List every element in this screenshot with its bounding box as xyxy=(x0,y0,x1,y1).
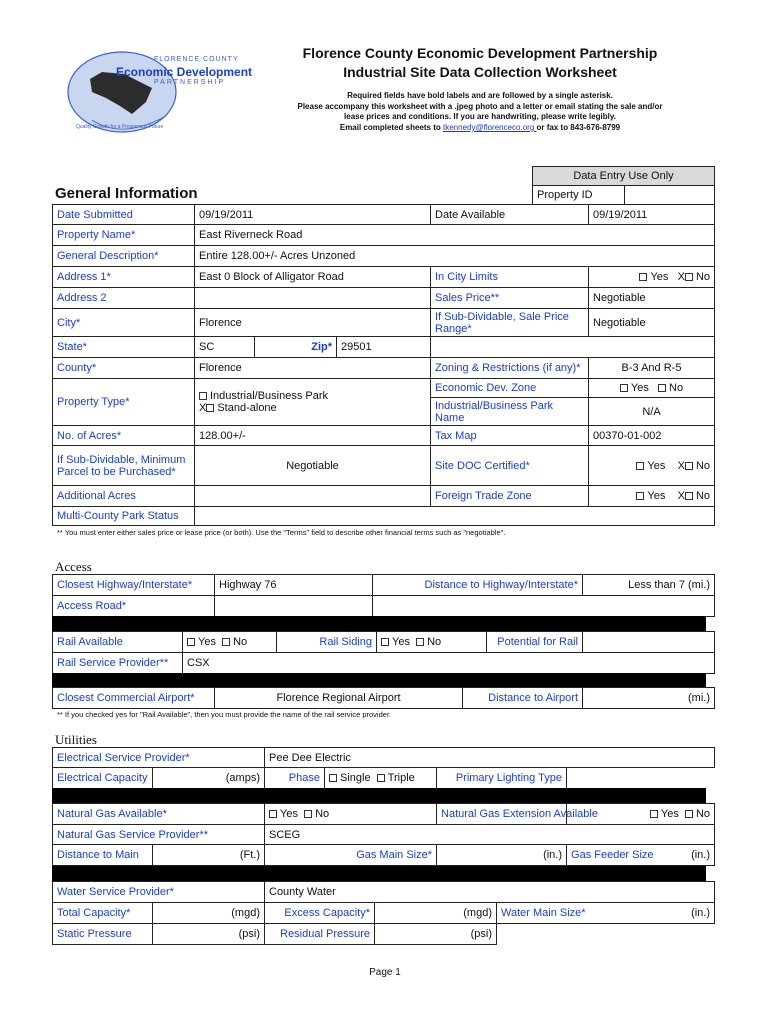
property-name-label: Property Name* xyxy=(53,225,195,246)
park-name-label: Industrial/Business Park Name xyxy=(431,398,589,426)
access-road-label: Access Road* xyxy=(53,596,215,617)
checkbox-icon[interactable] xyxy=(650,810,658,818)
sales-price-label: Sales Price** xyxy=(431,288,589,309)
highway-label: Closest Highway/Interstate* xyxy=(53,575,215,596)
elec-capacity-label: Electrical Capacity xyxy=(53,768,153,789)
checkbox-icon[interactable] xyxy=(416,638,424,646)
gas-provider-label: Natural Gas Service Provider** xyxy=(53,825,265,845)
water-main-label: Water Main Size* xyxy=(501,907,586,919)
utilities-gas-table xyxy=(52,803,715,866)
checkbox-icon[interactable] xyxy=(639,273,647,281)
highway-field[interactable]: Highway 76 xyxy=(215,575,373,596)
checkbox-icon[interactable] xyxy=(206,404,214,412)
site-doc-label: Site DOC Certified* xyxy=(431,446,589,486)
checkbox-icon[interactable] xyxy=(329,774,337,782)
econ-zone-label: Economic Dev. Zone xyxy=(431,379,589,398)
header-title-1: Florence County Economic Development Partnership xyxy=(302,45,658,61)
utilities-water-table xyxy=(52,881,715,945)
additional-acres-field[interactable] xyxy=(195,486,431,507)
phase-label: Phase xyxy=(265,768,325,789)
access-table-3 xyxy=(52,687,715,709)
distance-highway-label: Distance to Highway/Interstate* xyxy=(373,575,583,596)
header-title-2: Industrial Site Data Collection Worksheet xyxy=(343,64,617,80)
total-capacity-field[interactable]: (mgd) xyxy=(153,903,265,924)
header-note-3: lease prices and conditions. If you are handwriting, please write legibly. xyxy=(344,112,616,121)
min-parcel-label: If Sub-Dividable, Minimum Parcel to be Purchased* xyxy=(53,446,195,486)
potential-rail-label: Potential for Rail xyxy=(487,632,583,653)
date-available-field[interactable]: 09/19/2011 xyxy=(589,205,715,225)
residual-pressure-field[interactable]: (psi) xyxy=(375,924,497,945)
potential-rail-field[interactable] xyxy=(583,632,715,653)
gas-available-options[interactable]: Yes No xyxy=(265,804,437,825)
additional-acres-label: Additional Acres xyxy=(53,486,195,507)
water-row-filler xyxy=(497,924,715,945)
access-heading: Access xyxy=(55,559,92,574)
rail-available-options[interactable]: Yes No xyxy=(183,632,277,653)
state-row-filler xyxy=(431,337,715,358)
rail-provider-label: Rail Service Provider** xyxy=(53,653,183,674)
header-note-2: Please accompany this worksheet with a .jpeg photo and a letter or email stating the sale and/or xyxy=(297,102,663,111)
checkbox-icon[interactable] xyxy=(381,638,389,646)
general-footnote: ** You must enter either sales price or lease price (or both). Use the "Terms" field to describe other financial terms such as "negotiable". xyxy=(57,528,506,537)
excess-capacity-label: Excess Capacity* xyxy=(265,903,375,924)
checkbox-icon[interactable] xyxy=(377,774,385,782)
static-pressure-field[interactable]: (psi) xyxy=(153,924,265,945)
address1-label: Address 1* xyxy=(53,267,195,288)
date-submitted-field[interactable]: 09/19/2011 xyxy=(195,205,431,225)
property-type-options[interactable]: Industrial/Business Park X Stand-alone xyxy=(195,379,431,426)
general-information-heading: General Information xyxy=(55,185,198,202)
min-parcel-field[interactable]: Negotiable xyxy=(195,446,431,486)
page-number: Page 1 xyxy=(369,967,401,978)
rail-siding-label: Rail Siding xyxy=(277,632,377,653)
rail-provider-field[interactable]: CSX xyxy=(183,653,715,674)
city-label: City* xyxy=(53,309,195,337)
park-name-field[interactable]: N/A xyxy=(589,398,715,426)
gas-available-label: Natural Gas Available* xyxy=(53,804,265,825)
airport-field[interactable]: Florence Regional Airport xyxy=(215,688,463,709)
access-road-field[interactable] xyxy=(215,596,373,617)
county-field[interactable]: Florence xyxy=(195,358,431,379)
distance-highway-field[interactable]: Less than 7 (mi.) xyxy=(583,575,715,596)
logo-line1: FLORENCE COUNTY xyxy=(154,56,239,63)
checkbox-icon[interactable] xyxy=(187,638,195,646)
date-submitted-label: Date Submitted xyxy=(53,205,195,225)
access-table-2 xyxy=(52,631,715,674)
distance-airport-label: Distance to Airport xyxy=(463,688,583,709)
ftz-label: Foreign Trade Zone xyxy=(431,486,589,507)
distance-main-field[interactable]: (Ft.) xyxy=(153,845,265,866)
elec-provider-field[interactable]: Pee Dee Electric xyxy=(265,748,715,768)
tax-map-label: Tax Map xyxy=(431,426,589,446)
fcedp-logo xyxy=(62,44,262,144)
address1-field[interactable]: East 0 Block of Alligator Road xyxy=(195,267,431,288)
county-label: County* xyxy=(53,358,195,379)
checkbox-icon[interactable] xyxy=(269,810,277,818)
access-road-filler xyxy=(373,596,715,617)
gas-provider-field[interactable]: SCEG xyxy=(265,825,715,845)
checkbox-icon[interactable] xyxy=(199,392,207,400)
utilities-heading: Utilities xyxy=(55,732,97,747)
lighting-field[interactable] xyxy=(567,768,715,789)
checkbox-icon[interactable] xyxy=(685,810,693,818)
logo-line2: Economic Development xyxy=(116,65,253,79)
gas-extension-label: Natural Gas Extension Available xyxy=(437,804,567,825)
separator-bar xyxy=(52,788,706,803)
logo-line3: PARTNERSHIP xyxy=(154,79,226,86)
separator-bar xyxy=(52,616,706,631)
phase-options[interactable]: Single Triple xyxy=(325,768,437,789)
rail-siding-options[interactable]: Yes No xyxy=(377,632,487,653)
access-footnote: ** If you checked yes for "Rail Available", then you must provide the name of the rail service provider. xyxy=(57,710,392,719)
multi-county-field[interactable] xyxy=(195,507,715,526)
water-provider-field[interactable]: County Water xyxy=(265,882,715,903)
distance-main-label: Distance to Main xyxy=(53,845,153,866)
separator-bar xyxy=(52,866,706,881)
header-note-1: Required fields have bold labels and are followed by a single asterisk. xyxy=(347,91,613,100)
checkbox-icon[interactable] xyxy=(620,384,628,392)
total-capacity-label: Total Capacity* xyxy=(53,903,153,924)
elec-capacity-field[interactable]: (amps) xyxy=(153,768,265,789)
email-post: or fax to 843-676-8799 xyxy=(536,123,621,132)
data-entry-title: Data Entry Use Only xyxy=(533,167,715,186)
site-doc-options[interactable]: Yes X No xyxy=(589,446,715,486)
general-info-table xyxy=(52,204,715,526)
property-id-label: Property ID xyxy=(533,186,625,205)
property-name-field[interactable]: East Riverneck Road xyxy=(195,225,715,246)
elec-provider-label: Electrical Service Provider* xyxy=(53,748,265,768)
airport-label: Closest Commercial Airport* xyxy=(53,688,215,709)
gas-extension-options[interactable]: Yes No xyxy=(567,804,715,825)
subdiv-price-field[interactable]: Negotiable xyxy=(589,309,715,337)
general-description-field[interactable]: Entire 128.00+/- Acres Unzoned xyxy=(195,246,715,267)
address2-label: Address 2 xyxy=(53,288,195,309)
utilities-electric-table xyxy=(52,747,715,789)
email-link[interactable]: tkennedy@florenceco.org xyxy=(443,123,537,132)
residual-pressure-label: Residual Pressure xyxy=(265,924,375,945)
state-label: State* xyxy=(53,337,195,358)
gas-feeder-field[interactable]: Gas Feeder Size (in.) xyxy=(567,845,715,866)
checkbox-icon[interactable] xyxy=(304,810,312,818)
rail-available-label: Rail Available xyxy=(53,632,183,653)
header-note-4 xyxy=(240,122,720,133)
zoning-label: Zoning & Restrictions (if any)* xyxy=(431,358,589,379)
gas-main-size-field[interactable]: (in.) xyxy=(437,845,567,866)
property-id-field[interactable] xyxy=(625,186,715,205)
distance-airport-field[interactable]: (mi.) xyxy=(583,688,715,709)
acres-label: No. of Acres* xyxy=(53,426,195,446)
ftz-options[interactable]: Yes X No xyxy=(589,486,715,507)
checkbox-icon[interactable] xyxy=(636,492,644,500)
general-description-label: General Description* xyxy=(53,246,195,267)
date-available-label: Date Available xyxy=(431,205,589,225)
econ-zone-options[interactable]: Yes No xyxy=(589,379,715,398)
subdiv-price-label: If Sub-Dividable, Sale Price Range* xyxy=(431,309,589,337)
checkbox-icon[interactable] xyxy=(222,638,230,646)
logo-arc-text: Quality Growth for a Prosperous Future xyxy=(76,124,164,130)
state-field[interactable]: SC xyxy=(195,337,255,358)
sales-price-field[interactable]: Negotiable xyxy=(589,288,715,309)
gas-main-size-label: Gas Main Size* xyxy=(265,845,437,866)
in-city-limits-label: In City Limits xyxy=(431,267,589,288)
checkbox-icon[interactable] xyxy=(685,492,693,500)
gas-feeder-label: Gas Feeder Size xyxy=(571,849,654,861)
data-entry-box xyxy=(532,166,715,205)
zip-field[interactable]: 29501 xyxy=(337,337,431,358)
address2-field[interactable] xyxy=(195,288,431,309)
water-provider-label: Water Service Provider* xyxy=(53,882,265,903)
tax-map-field[interactable]: 00370-01-002 xyxy=(589,426,715,446)
checkbox-icon[interactable] xyxy=(685,273,693,281)
water-main-field[interactable]: Water Main Size* (in.) xyxy=(497,903,715,924)
property-type-label: Property Type* xyxy=(53,379,195,426)
separator-bar xyxy=(52,673,706,687)
zoning-field[interactable]: B-3 And R-5 xyxy=(589,358,715,379)
access-table-1 xyxy=(52,574,715,617)
checkbox-icon[interactable] xyxy=(685,462,693,470)
static-pressure-label: Static Pressure xyxy=(53,924,153,945)
lighting-label: Primary Lighting Type xyxy=(437,768,567,789)
zip-label: Zip* xyxy=(255,337,337,358)
acres-field[interactable]: 128.00+/- xyxy=(195,426,431,446)
excess-capacity-field[interactable]: (mgd) xyxy=(375,903,497,924)
in-city-limits-options[interactable]: Yes X No xyxy=(589,267,715,288)
checkbox-icon[interactable] xyxy=(636,462,644,470)
multi-county-label: Multi-County Park Status xyxy=(53,507,195,526)
city-field[interactable]: Florence xyxy=(195,309,431,337)
checkbox-icon[interactable] xyxy=(658,384,666,392)
email-pre: Email completed sheets to xyxy=(339,123,443,132)
